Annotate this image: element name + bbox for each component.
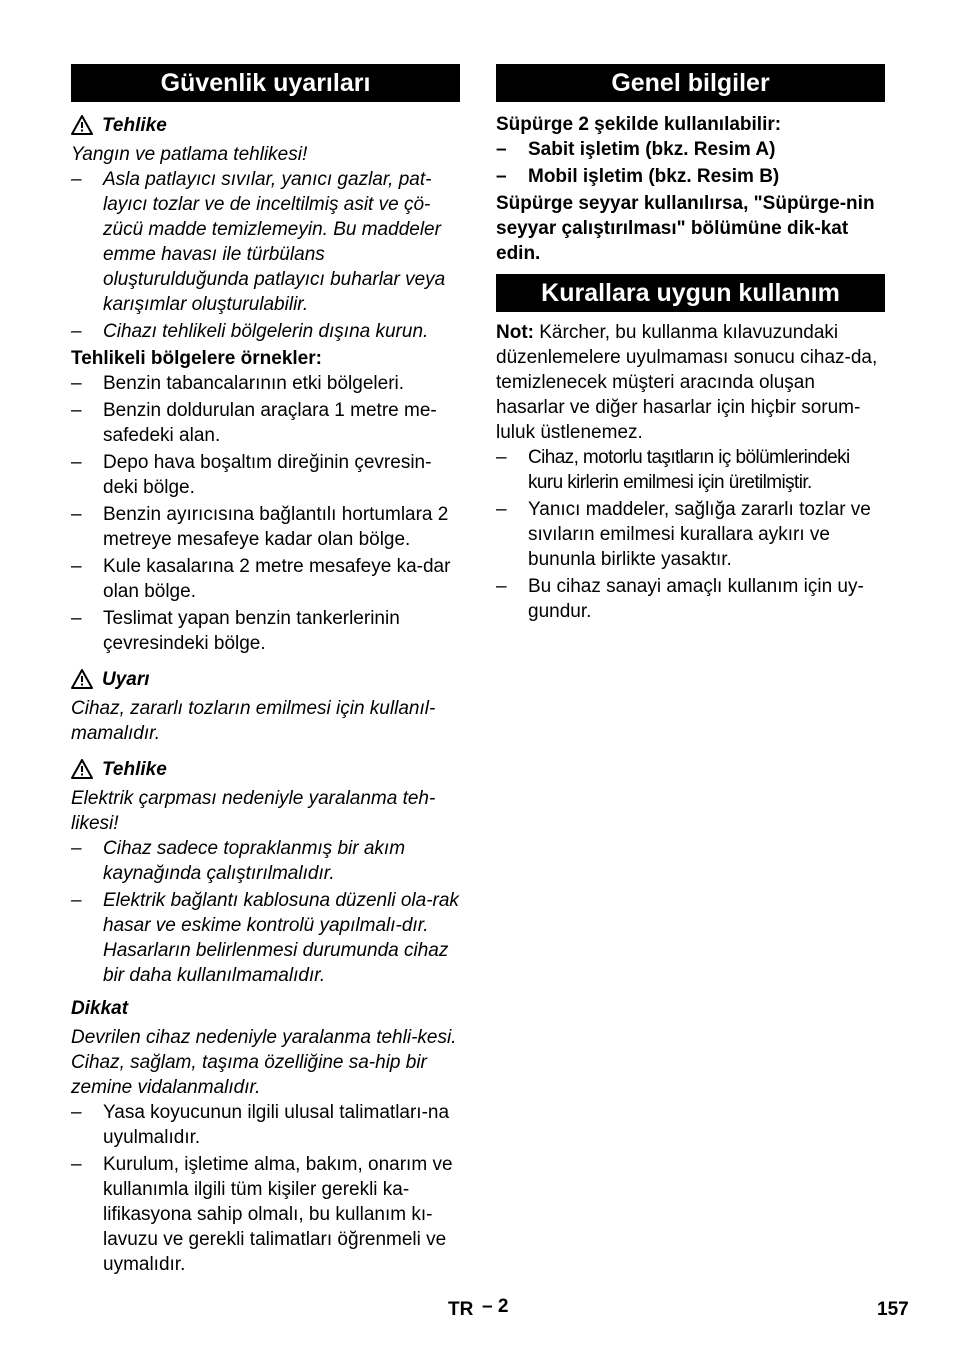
list-item: – Yasa koyucunun ilgili ulusal talimatları-na uyulmalıdır. [71, 1102, 450, 1148]
intro-text: Süpürge 2 şekilde kullanılabilir: [496, 114, 782, 135]
disclaimer-paragraph [496, 320, 885, 445]
list-item: – Yanıcı maddeler, sağlığa zararlı tozlar ve sıvıların emilmesi kurallara aykırı ve bununla birlikte yasaktır. [496, 499, 871, 570]
list-item: – Kule kasalarına 2 metre mesafeye ka-dar olan bölge. [71, 556, 451, 602]
caution-label: Dikkat [71, 998, 129, 1019]
warning-danger-1 [71, 112, 460, 138]
warning-text: Elektrik çarpması nedeniyle yaralanma teh-likesi! [71, 788, 436, 834]
warning-list [71, 836, 460, 988]
warning-label: Tehlike [102, 114, 167, 136]
zones-heading: Tehlikeli bölgelere örnekler: [71, 348, 322, 369]
warning-triangle-icon [71, 759, 93, 779]
warning-list [71, 167, 460, 344]
warning-triangle-icon [71, 669, 93, 689]
list-item: – Cihaz, motorlu taşıtların iç bölümlerindeki kuru kirlerin emilmesi için üretilmiştir. [496, 447, 850, 493]
list-item: – Sabit işletim (bkz. Resim A) [496, 139, 776, 160]
warning-label: Uyarı [102, 668, 150, 690]
list-item: – Cihaz sadece topraklanmış bir akım kaynağında çalıştırılmalıdır. [71, 838, 406, 884]
list-item: – Kurulum, işletime alma, bakım, onarım ve kullanımla ilgili tüm kişiler gerekli ka-lifikasyona sahip olmalı, bu kullanım kı-lavuzu ve gerekli talimatları öğrenmeli ve uymalıdır. [71, 1154, 453, 1275]
list-item: – Benzin doldurulan araçlara 1 metre me-safedeki alan. [71, 400, 437, 446]
warning-caution-dust [71, 666, 460, 692]
warning-danger-electric [71, 756, 460, 782]
list-item: – Mobil işletim (bkz. Resim B) [496, 166, 780, 187]
heading-general: Genel bilgiler [496, 64, 885, 102]
warning-text: Yangın ve patlama tehlikesi! [71, 144, 308, 165]
note-label: Not: [496, 322, 534, 343]
list-item: – Cihazı tehlikeli bölgelerin dışına kurun. [71, 321, 429, 342]
footer-language: TR [448, 1299, 474, 1320]
caution-list [71, 1100, 460, 1277]
list-item: – Asla patlayıcı sıvılar, yanıcı gazlar, pat-layıcı tozlar ve de inceltilmiş asit ve çö-zücü madde temizlemeyin. Bu maddeler emme havası ile türbülans oluşturulduğunda patlayıcı buharlar veya karışımlar oluşturulabilir. [71, 169, 446, 315]
modes-list [496, 137, 885, 189]
list-item: – Benzin ayırıcısına bağlantılı hortumlara 2 metreye mesafeye kadar olan bölge. [71, 504, 449, 550]
note-text: Kärcher, bu kullanma kılavuzundaki düzenlemelere uyulmaması sonucu cihaz-da, temizlenecek müşteri aracında oluşan hasarlar ve diğer hasarlar için hiçbir sorum-luluk üstlenemez. [496, 322, 878, 443]
warning-triangle-icon [71, 115, 93, 135]
list-item: – Depo hava boşaltım direğinin çevresin-deki bölge. [71, 452, 432, 498]
left-column [71, 64, 460, 1279]
heading-intended-use: Kurallara uygun kullanım [496, 274, 885, 312]
list-item: – Bu cihaz sanayi amaçlı kullanım için uy-gundur. [496, 576, 864, 622]
right-column [496, 64, 885, 626]
warning-text: Cihaz, zararlı tozların emilmesi için kullanıl-mamalıdır. [71, 698, 436, 744]
list-item: – Benzin tabancalarının etki bölgeleri. [71, 373, 405, 394]
page-number: 157 [877, 1299, 909, 1320]
warning-label: Tehlike [102, 758, 167, 780]
list-item: – Teslimat yapan benzin tankerlerinin çevresindeki bölge. [71, 608, 400, 654]
caution-text: Devrilen cihaz nedeniyle yaralanma tehli-kesi. Cihaz, sağlam, taşıma özelliğine sa-hip bir zemine vidalanmalıdır. [71, 1027, 457, 1098]
footer-section-number: – 2 [482, 1296, 509, 1317]
use-list [496, 445, 885, 624]
list-item: – Elektrik bağlantı kablosuna düzenli ola-rak hasar ve eskime kontrolü yapılmalı-dır. Hasarların belirlenmesi durumunda cihaz bir daha kullanılmamalıdır. [71, 890, 459, 986]
mobile-note: Süpürge seyyar kullanılırsa, "Süpürge-nin seyyar çalıştırılması" bölümüne dik-kat edin. [496, 193, 875, 264]
heading-safety: Güvenlik uyarıları [71, 64, 460, 102]
zones-list [71, 371, 460, 656]
